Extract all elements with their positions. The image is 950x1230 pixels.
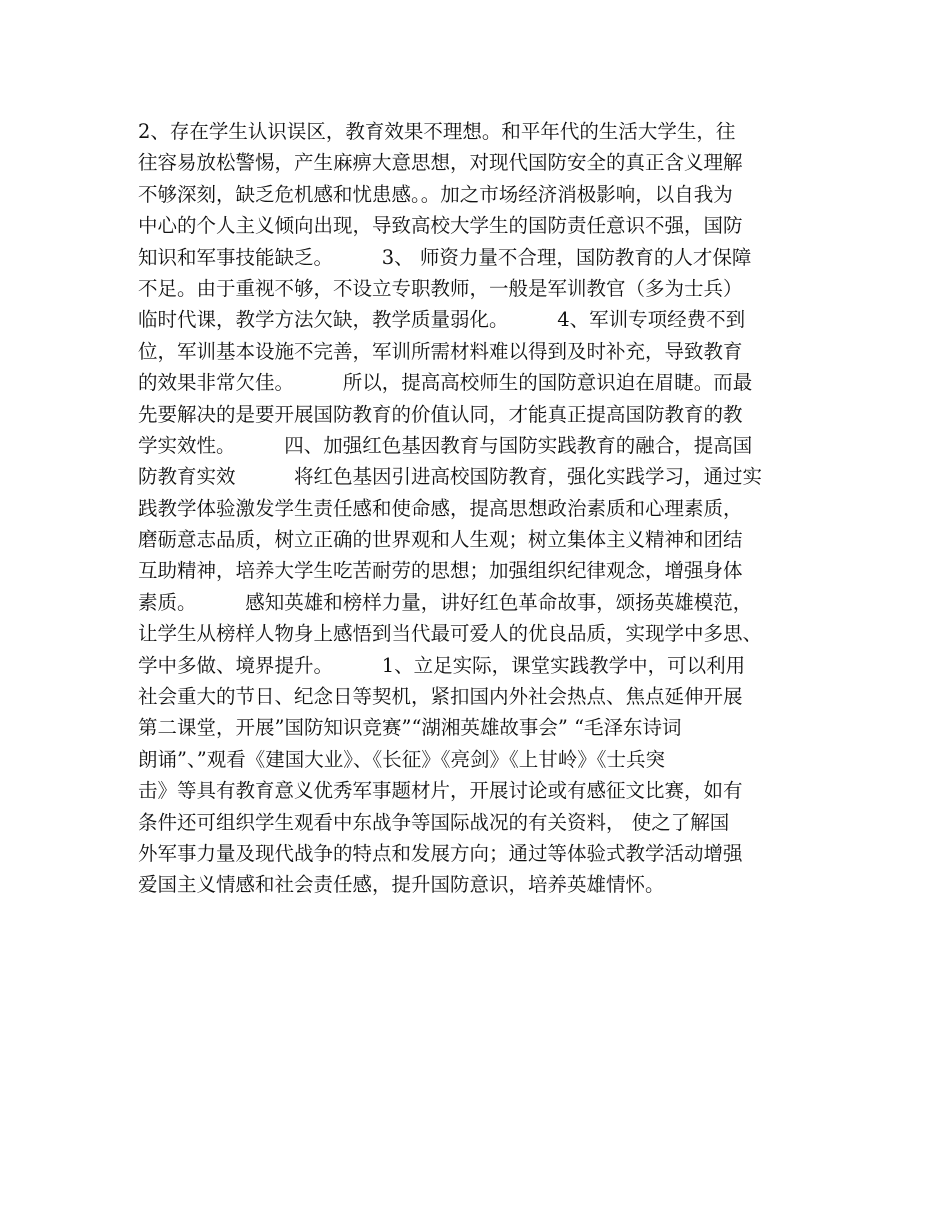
body-text xyxy=(138,116,828,901)
text-line: 位，军训基本设施不完善，军训所需材料难以得到及时补充，导致教育 xyxy=(138,339,743,363)
text-line: 先要解决的是要开展国防教育的价值认同，才能真正提高国防教育的教 xyxy=(138,402,743,426)
text-line: 爱国主义情感和社会责任感，提升国防意识，培养英雄情怀。 xyxy=(138,873,665,897)
text-line: 磨砺意志品质，树立正确的世界观和人生观；树立集体主义精神和团结 xyxy=(138,528,743,552)
text-line: 朗诵”、”观看《建国大业》、《长征》《亮剑》《上甘岭》《士兵突 xyxy=(138,747,665,771)
text-line: 临时代课，教学方法欠缺，教学质量弱化。 4、军训专项经费不到 xyxy=(138,308,746,332)
text-line: 不足。由于重视不够，不设立专职教师，一般是军训教官（多为士兵） xyxy=(138,276,743,300)
text-line: 素质。 感知英雄和榜样力量，讲好红色革命故事，颂扬英雄模范， xyxy=(138,590,753,614)
text-line: 的效果非常欠佳。 所以，提高高校师生的国防意识迫在眉睫。而最 xyxy=(138,371,753,395)
text-line: 社会重大的节日、纪念日等契机，紧扣国内外社会热点、焦点延伸开展 xyxy=(138,685,743,709)
text-line: 学中多做、境界提升。 1、立足实际，课堂实践教学中，可以利用 xyxy=(138,653,746,677)
text-line: 2、存在学生认识误区，教育效果不理想。和平年代的生活大学生，往 xyxy=(138,120,736,143)
text-line: 知识和军事技能缺乏。 3、 师资力量不合理，国防教育的人才保障 xyxy=(138,245,752,269)
text-line: 外军事力量及现代战争的特点和发展方向；通过等体验式教学活动增强 xyxy=(138,841,743,865)
text-line: 践教学体验激发学生责任感和使命感，提高思想政治素质和心理素质， xyxy=(138,496,743,520)
text-line: 不够深刻，缺乏危机感和忧患感。。加之市场经济消极影响，以自我为 xyxy=(138,182,733,206)
text-line: 学实效性。 四、加强红色基因教育与国防实践教育的融合，提高国 xyxy=(138,433,753,457)
text-line: 条件还可组织学生观看中东战争等国际战况的有关资料， 使之了解国 xyxy=(138,810,730,834)
text-line: 往容易放松警惕，产生麻痹大意思想，对现代国防安全的真正含义理解 xyxy=(138,151,743,175)
text-line: 让学生从榜样人物身上感悟到当代最可爱人的优良品质，实现学中多思、 xyxy=(138,622,763,646)
text-line: 第二课堂，开展”国防知识竞赛”“湖湘英雄故事会” “毛泽东诗词 xyxy=(138,716,682,740)
text-line: 中心的个人主义倾向出现，导致高校大学生的国防责任意识不强，国防 xyxy=(138,214,743,238)
text-line: 互助精神，培养大学生吃苦耐劳的思想；加强组织纪律观念，增强身体 xyxy=(138,559,743,583)
text-line: 防教育实效 将红色基因引进高校国防教育，强化实践学习，通过实 xyxy=(138,465,763,489)
text-line: 击》等具有教育意义优秀军事题材片，开展讨论或有感征文比赛，如有 xyxy=(138,779,743,803)
